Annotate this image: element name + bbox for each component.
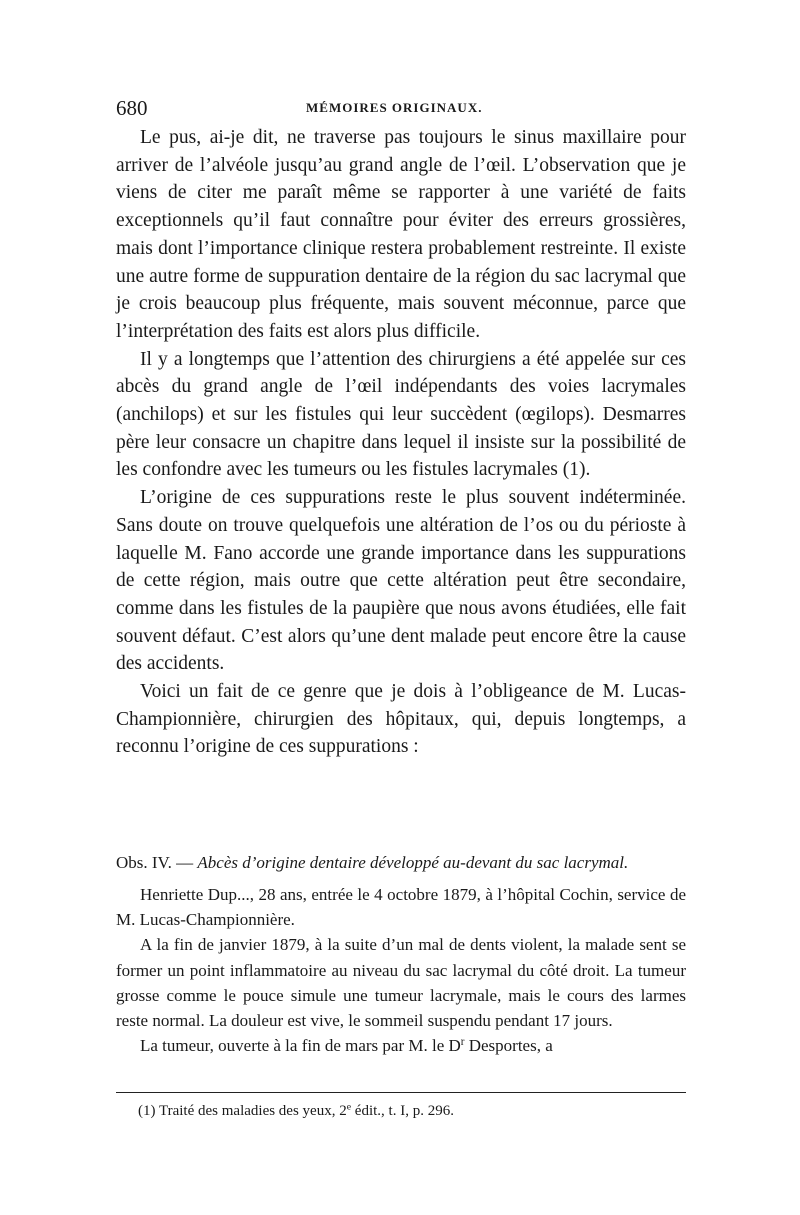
footnote-divider	[116, 1092, 686, 1093]
footnote	[138, 1100, 678, 1122]
observation-last-line-start: La tumeur, ouverte à la fin de mars par M. le D	[140, 1036, 461, 1056]
paragraph-2: Il y a longtemps que l’attention des chirurgiens a été appelée sur ces abcès du grand angle de l’œil indépendants des voies lacrymales (anchilops) et sur les fistules qui leur succèdent (œgilops). Desmarres père leur consacre un chapitre dans lequel il insiste sur la possibilité de les confondre avec les tumeurs ou les fistules lacrymales (1).	[116, 348, 686, 481]
observation-paragraph-3	[116, 1033, 686, 1058]
observation-title: Abcès d’origine dentaire développé au-devant du sac lacrymal.	[197, 853, 629, 872]
observation-block	[116, 850, 686, 1058]
paragraph-3: L’origine de ces suppurations reste le plus souvent indéterminée. Sans doute on trouve quelquefois une altération de l’os ou du périoste à laquelle M. Fano accorde une grande importance dans les suppurations de cette région, mais outre que cette altération peut être secondaire, comme dans les fistules de la paupière que nous avons étudiées, elle fait souvent défaut. C’est alors qu’une dent malade peut encore être la cause des accidents.	[116, 487, 686, 675]
observation-last-line-end: Desportes, a	[464, 1036, 553, 1056]
main-text	[116, 124, 686, 761]
page-number: 680	[116, 96, 148, 120]
edition-superscript: e	[346, 1101, 352, 1113]
observation-paragraph-2: A la fin de janvier 1879, à la suite d’un mal de dents violent, la malade sent se former un point inflammatoire au niveau du sac lacrymal du côté droit. La tumeur grosse comme le pouce simule une tumeur lacrymale, mais le cours des larmes reste normal. La douleur est vive, le sommeil suspendu pendant 17 jours.	[116, 935, 686, 1031]
paragraph-1: Le pus, ai-je dit, ne traverse pas toujours le sinus maxillaire pour arriver de l’alvéole jusqu’au grand angle de l’œil. L’observation que je viens de citer me paraît même se rapporter à une variété de faits exceptionnels qu’il faut connaître pour éviter des erreurs grossières, mais dont l’importance clinique restera probablement restreinte. Il existe une autre forme de suppuration dentaire de la région du sac lacrymal que je crois beaucoup plus fréquente, mais souvent méconnue, parce que l’interprétation des faits est alors plus difficile.	[116, 127, 686, 342]
observation-heading	[116, 850, 686, 876]
observation-paragraph-1: Henriette Dup..., 28 ans, entrée le 4 octobre 1879, à l’hôpital Cochin, service de M. Lucas-Championnière.	[116, 885, 686, 930]
footnote-text-start: (1) Traité des maladies des yeux, 2	[138, 1103, 347, 1119]
running-head: MÉMOIRES ORIGINAUX.	[306, 100, 483, 115]
page-header	[116, 96, 686, 126]
doctor-superscript: r	[460, 1036, 465, 1049]
observation-label: Obs. IV. —	[116, 853, 194, 872]
footnote-text-end: édit., t. I, p. 296.	[351, 1103, 454, 1119]
paragraph-4: Voici un fait de ce genre que je dois à l’obligeance de M. Lucas-Championnière, chirurgien des hôpitaux, qui, depuis longtemps, a reconnu l’origine de ces suppurations :	[116, 681, 686, 758]
